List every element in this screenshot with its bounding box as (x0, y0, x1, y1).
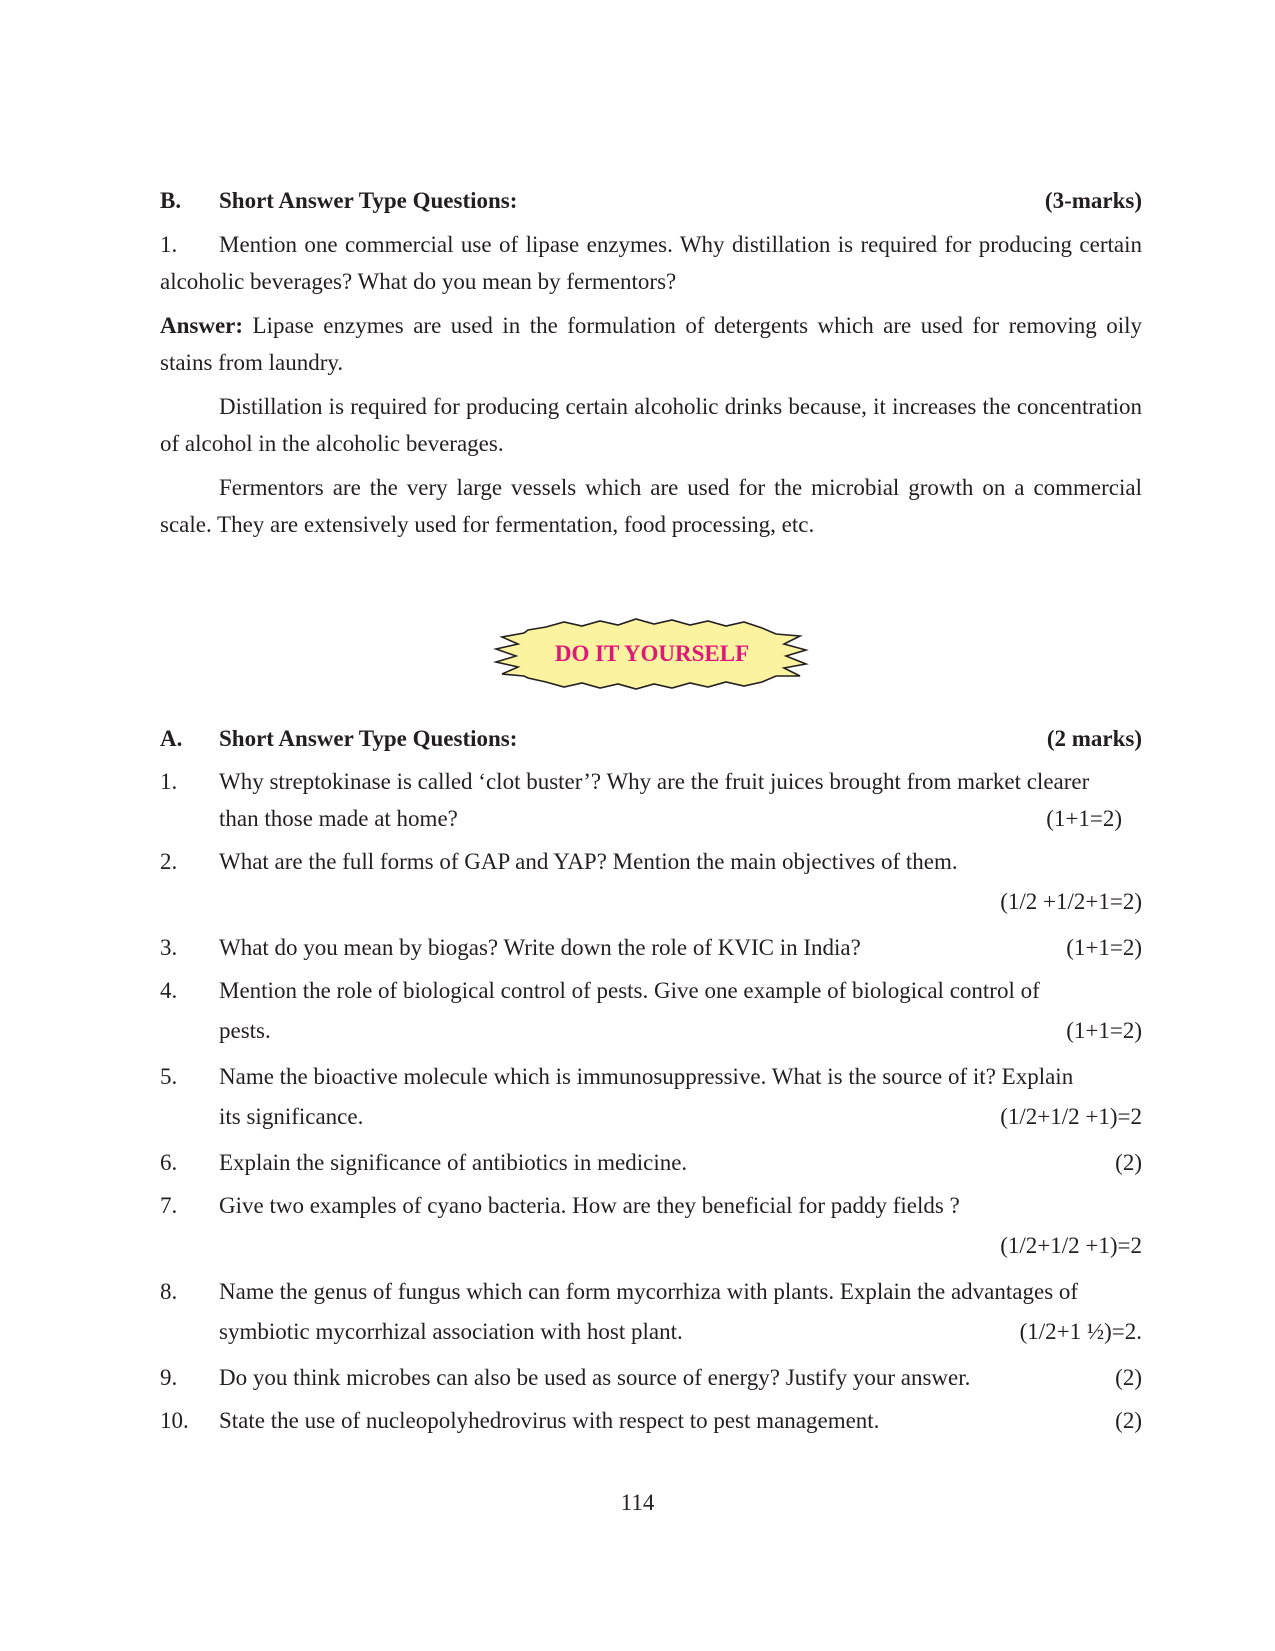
question-number: 4. (160, 978, 178, 1003)
section-b-heading (160, 182, 1142, 219)
list-item (160, 1058, 1142, 1138)
section-a-letter: A. (160, 726, 183, 751)
question-marks: (2) (1115, 1150, 1142, 1175)
answer-paragraph-1 (160, 307, 1142, 381)
list-item (160, 843, 1142, 923)
question-marks: (1/2+1/2 +1)=2 (1000, 1233, 1142, 1258)
do-it-yourself-badge (484, 616, 820, 692)
question-text: Name the bioactive molecule which is immunosuppressive. What is the source of it? Explain (219, 1064, 1074, 1089)
question-marks: (2) (1115, 1408, 1142, 1433)
question-text: State the use of nucleopolyhedrovirus with respect to pest management. (219, 1408, 880, 1433)
question-text: Do you think microbes can also be used as source of energy? Justify your answer. (219, 1365, 971, 1390)
question-text: Name the genus of fungus which can form mycorrhiza with plants. Explain the advantages of (219, 1279, 1079, 1304)
question-number: 6. (160, 1150, 178, 1175)
question-text: Why streptokinase is called ‘clot buster’? Why are the fruit juices brought from market clearer (219, 769, 1090, 794)
answer-text: Lipase enzymes are used in the formulation of detergents which are used for removing oily stains from laundry. (160, 313, 1142, 375)
list-item (160, 1187, 1142, 1267)
badge-label: DO IT YOURSELF (554, 641, 750, 666)
question-number: 5. (160, 1064, 178, 1089)
question-number: 1. (160, 232, 178, 257)
question-number: 2. (160, 849, 178, 874)
section-b-title: Short Answer Type Questions: (219, 188, 518, 213)
page-content (160, 182, 1142, 1439)
question-number: 10. (160, 1408, 189, 1433)
question-marks: (1+1=2) (1066, 935, 1142, 960)
question-list (160, 763, 1142, 1439)
question-marks: (1/2+1 ½)=2. (1019, 1319, 1142, 1344)
question-marks: (1+1=2) (1066, 1018, 1142, 1043)
list-item (160, 972, 1142, 1052)
section-b-question (160, 226, 1142, 300)
question-number: 3. (160, 935, 178, 960)
question-number: 9. (160, 1365, 178, 1390)
page-number: 114 (620, 1490, 655, 1515)
list-item (160, 1273, 1142, 1353)
question-marks: (1/2 +1/2+1=2) (1000, 889, 1142, 914)
list-item (160, 1359, 1142, 1396)
question-number: 1. (160, 769, 178, 794)
question-text-cont: its significance. (219, 1104, 364, 1129)
question-text: What are the full forms of GAP and YAP? Mention the main objectives of them. (219, 849, 958, 874)
list-item (160, 1402, 1142, 1439)
section-a-heading (160, 720, 1142, 757)
section-a-title: Short Answer Type Questions: (219, 726, 518, 751)
question-marks: (1+1=2) (1046, 806, 1122, 831)
section-a-marks: (2 marks) (1046, 726, 1142, 751)
question-text-cont: symbiotic mycorrhizal association with host plant. (219, 1319, 683, 1344)
list-item (160, 763, 1142, 837)
question-text: Explain the significance of antibiotics in medicine. (219, 1150, 688, 1175)
list-item (160, 1144, 1142, 1181)
question-text: Give two examples of cyano bacteria. How are they beneficial for paddy fields ? (219, 1193, 960, 1218)
answer-label: Answer: (160, 313, 244, 338)
answer-paragraph-2: Distillation is required for producing certain alcoholic drinks because, it increases the concentration of alcohol in the alcoholic beverages. (160, 394, 1142, 456)
question-marks: (2) (1115, 1365, 1142, 1390)
question-marks: (1/2+1/2 +1)=2 (1000, 1104, 1142, 1129)
answer-paragraph-3: Fermentors are the very large vessels which are used for the microbial growth on a commercial scale. They are extensively used for fermentation, food processing, etc. (160, 475, 1142, 537)
section-b-letter: B. (160, 188, 182, 213)
question-number: 7. (160, 1193, 178, 1218)
question-number: 8. (160, 1279, 178, 1304)
question-text: Mention the role of biological control of pests. Give one example of biological control of (219, 978, 1040, 1003)
question-text: Mention one commercial use of lipase enzymes. Why distillation is required for producing certain alcoholic beverages? What do you mean by fermentors? (160, 232, 1142, 294)
question-text: What do you mean by biogas? Write down the role of KVIC in India? (219, 935, 861, 960)
question-text-cont: pests. (219, 1018, 271, 1043)
list-item (160, 929, 1142, 966)
question-text-cont: than those made at home? (219, 806, 458, 831)
section-b-marks: (3-marks) (1044, 188, 1142, 213)
